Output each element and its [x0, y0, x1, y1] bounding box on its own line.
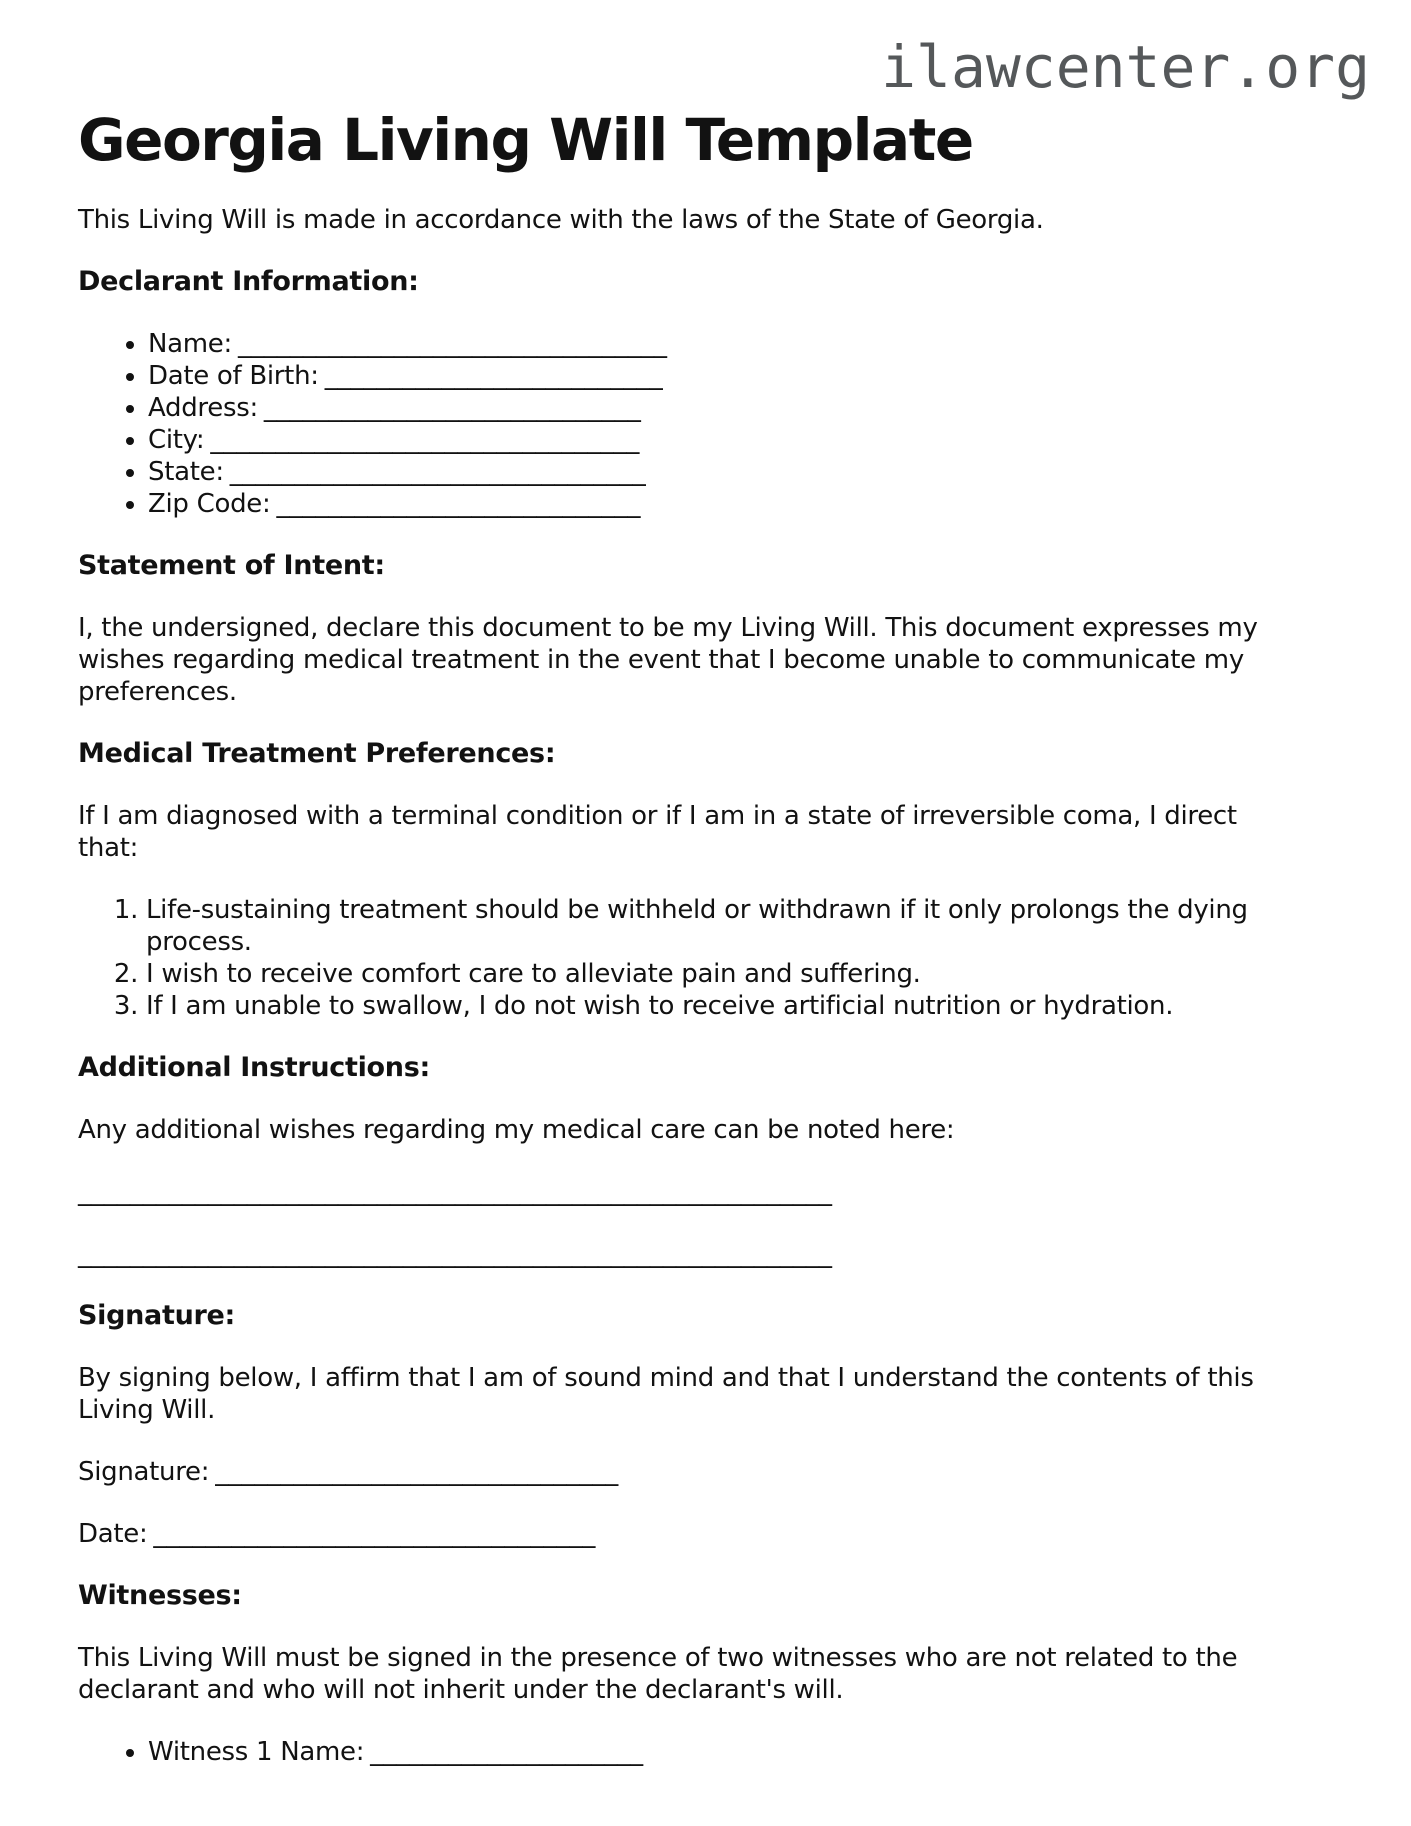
witnesses-paragraph: This Living Will must be signed in the presence of two witnesses who are not related to the declarant and who will not inherit under the declarant's will. — [78, 1643, 1238, 1705]
additional-instructions-paragraph: Any additional wishes regarding my medical care can be noted here: — [78, 1115, 955, 1145]
signature-fill-in-line: _______________________________ — [215, 1457, 619, 1487]
additional-instructions-blank-line-2: __________________________________________________________ — [78, 1239, 832, 1269]
section-heading-medical-treatment-preferences: Medical Treatment Preferences: — [78, 738, 556, 769]
field-address — [148, 392, 1283, 424]
field-date-of-birth-label: Date of Birth: — [148, 361, 319, 391]
witnesses-fields-list — [78, 1736, 1283, 1768]
date-field — [78, 1518, 1283, 1550]
medical-directives-list — [78, 894, 1283, 1022]
field-city-fill-in-line: _________________________________ — [210, 425, 640, 455]
additional-instructions-blank-line-1: __________________________________________________________ — [78, 1177, 832, 1207]
field-witness-1-name-fill-in-line: _____________________ — [370, 1737, 644, 1767]
field-witness-1-name-label: Witness 1 Name: — [148, 1737, 365, 1767]
date-fill-in-line: __________________________________ — [153, 1519, 596, 1549]
section-heading-witnesses: Witnesses: — [78, 1580, 242, 1611]
field-name-fill-in-line: _________________________________ — [237, 329, 667, 359]
field-city-label: City: — [148, 425, 205, 455]
field-state — [148, 456, 1283, 488]
section-heading-statement-of-intent: Statement of Intent: — [78, 550, 385, 581]
field-state-label: State: — [148, 457, 224, 487]
field-zip-code — [148, 488, 1283, 520]
field-name-label: Name: — [148, 329, 232, 359]
directive-item-2: 2. I wish to receive comfort care to alleviate pain and suffering. — [146, 958, 1283, 990]
field-name — [148, 328, 1283, 360]
field-zip-code-fill-in-line: ____________________________ — [276, 489, 641, 519]
signature-affirmation-paragraph: By signing below, I affirm that I am of sound mind and that I understand the contents of this Living Will. — [78, 1363, 1254, 1425]
section-heading-additional-instructions: Additional Instructions: — [78, 1052, 431, 1083]
date-field-label: Date: — [78, 1519, 148, 1549]
directive-item-3: 3. If I am unable to swallow, I do not wish to receive artificial nutrition or hydration. — [146, 990, 1283, 1022]
declarant-fields-list — [78, 328, 1283, 520]
field-zip-code-label: Zip Code: — [148, 489, 271, 519]
field-witness-1-name — [148, 1736, 1283, 1768]
field-address-label: Address: — [148, 393, 258, 423]
field-state-fill-in-line: ________________________________ — [229, 457, 646, 487]
intro-paragraph: This Living Will is made in accordance with the laws of the State of Georgia. — [78, 205, 1044, 235]
section-heading-signature: Signature: — [78, 1300, 236, 1331]
medical-preferences-paragraph: If I am diagnosed with a terminal condition or if I am in a state of irreversible coma, I direct that: — [78, 801, 1237, 863]
directive-item-1: 1. Life-sustaining treatment should be withheld or withdrawn if it only prolongs the dying process. — [146, 894, 1283, 958]
field-city — [148, 424, 1283, 456]
field-date-of-birth-fill-in-line: __________________________ — [324, 361, 663, 391]
document-title: Georgia Living Will Template — [78, 106, 973, 174]
signature-field-label: Signature: — [78, 1457, 210, 1487]
site-watermark: ilawcenter.org — [881, 33, 1370, 101]
signature-field — [78, 1456, 1283, 1488]
section-heading-declarant-information: Declarant Information: — [78, 266, 419, 297]
statement-of-intent-paragraph: I, the undersigned, declare this document to be my Living Will. This document expresses my wishes regarding medical treatment in the event that I become unable to communicate my preferences. — [78, 613, 1258, 707]
field-date-of-birth — [148, 360, 1283, 392]
field-address-fill-in-line: _____________________________ — [263, 393, 641, 423]
